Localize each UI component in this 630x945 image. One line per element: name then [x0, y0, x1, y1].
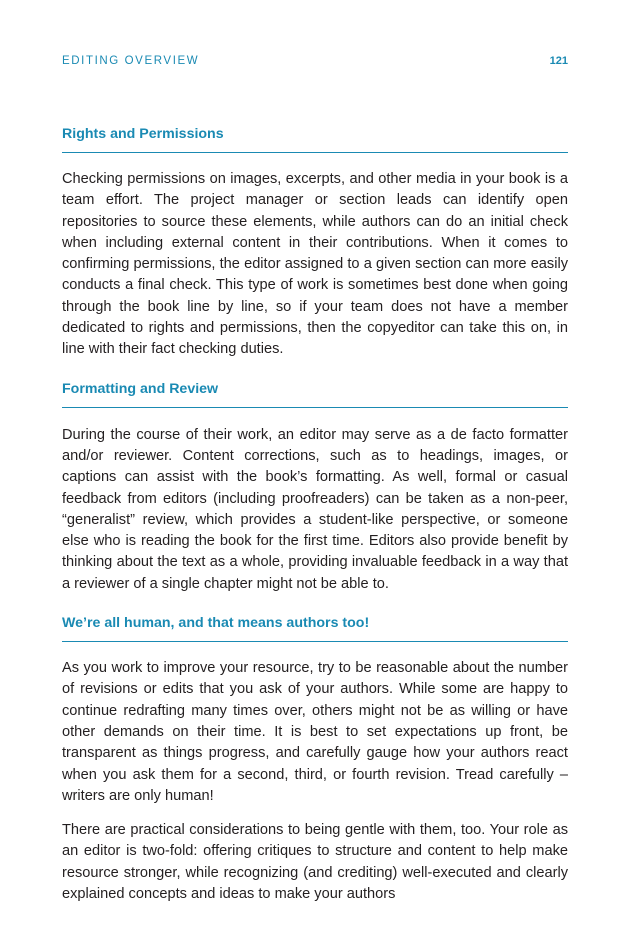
running-header: [62, 55, 568, 67]
section-heading: Rights and Permissions: [62, 124, 568, 153]
page-body: [62, 124, 568, 905]
section-heading: Formatting and Review: [62, 379, 568, 408]
paragraph: Checking permissions on images, excerpts, and other media in your book is a team effort. The project manager or section leads can identify open repositories to source these elements, while authors can do an initial check when including external content in their contributions. When it comes to confirming permissions, the editor assigned to a given section can more easily conducts a final check. This type of work is sometimes best done when going through the book line by line, so if your team does not have a member dedicated to rights and permissions, then the copyeditor can take this on, in line with their fact checking duties.: [62, 171, 568, 358]
section-authors-human: [62, 613, 568, 905]
paragraph: As you work to improve your resource, try to be reasonable about the number of revisions or edits that you ask of your authors. While some are happy to continue redrafting many times over, others might not be as willing or have other demands on their time. It is best to set expectations up front, be transparent as things progress, and carefully gauge how your authors react when you ask them for a second, third, or fourth revision. Tread carefully – writers are only human!: [62, 660, 568, 804]
section-heading: We’re all human, and that means authors too!: [62, 613, 568, 642]
section-formatting-review: [62, 379, 568, 595]
paragraph: There are practical considerations to being gentle with them, too. Your role as an editor is two-fold: offering critiques to structure and content to help make resource stronger, while recognizing (and crediting) well-executed and clearly explained concepts and ideas to make your authors: [62, 822, 568, 903]
section-rights-permissions: [62, 124, 568, 361]
running-title: EDITING OVERVIEW: [62, 55, 200, 67]
page-number: 121: [549, 55, 568, 67]
paragraph: During the course of their work, an editor may serve as a de facto formatter and/or reviewer. Content corrections, such as to headings, images, or captions can assist with the book’s formatting. As well, formal or casual feedback from editors (including proofreaders) can be taken as a non-peer, “generalist” review, which provides a student-like perspective, or someone else who is reading the book for the first time. Editors also provide benefit by thinking about the text as a whole, providing invaluable feedback in a way that a reviewer of a single chapter might not be able to.: [62, 426, 568, 592]
